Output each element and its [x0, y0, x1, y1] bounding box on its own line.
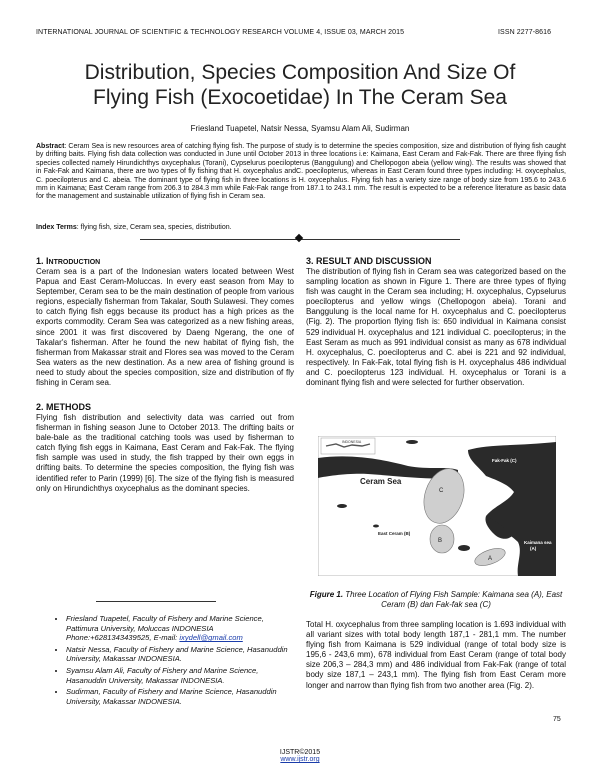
- affiliations: [52, 614, 296, 708]
- footer-code: IJSTR©2015: [279, 749, 321, 756]
- affiliation-item: [66, 687, 296, 706]
- affiliation-text: Syamsu Alam Ali, Faculty of Fishery and Marine Science, Hasanuddin University, Makassar INDONESIA.: [66, 665, 259, 685]
- results-text: The distribution of flying fish in Ceram sea was categorized based on the sampling location as shown in Figure 1. There are three types of flying fish was caught in the Ceram sea including; H. oxycephalus, Cypselurus poecilopterus and yellow wings (Chellopogon abeia). Torani and Banggulung is the local name for H. oxycephalus and C. poecilopterus (Fig. 2). The proportion flying fish is: 650 individual in Kaimana consist 529 individual H. oxycephalus and 121 individual C. poecilopterus; in the East Seram as much as 991 individual consist as many as 678 individual H. oxycephalus, C. poecilopterus and C. abei is 221 and 92 individual, respectively. In Fak-Fak, total flying fish is H. oxycephalus 486 individual and C. poecilopterus 123 individual. H. oxycephalus or Torani is a dominant flying fish and were selected for further observation.: [306, 267, 566, 388]
- label-kaimana-a: (A): [530, 546, 537, 551]
- index-terms-text: : flying fish, size, Ceram sea, species, distribution.: [76, 224, 232, 231]
- caption-text: Three Location of Flying Fish Sample: Kaimana sea (A), East Ceram (B) dan Fak-fak sea (C): [343, 590, 563, 609]
- index-terms-label: Index Terms: [36, 224, 77, 231]
- label-kaimana: Kaimana sea: [524, 540, 552, 545]
- affiliation-text: Natsir Nessa, Faculty of Fishery and Marine Science, Hasanuddin University, Makassar INDONESIA.: [66, 644, 288, 664]
- results-heading: 3. RESULT AND DISCUSSION: [306, 256, 432, 266]
- island-1: [337, 504, 347, 508]
- affiliation-item: [66, 614, 296, 643]
- island-2: [373, 525, 379, 528]
- issn: ISSN 2277-8616: [498, 29, 552, 36]
- label-a: A: [488, 556, 493, 562]
- label-c: C: [439, 488, 444, 494]
- abstract-text: : Ceram Sea is new resources area of catching flying fish. The purpose of study is to determine the species composition, size and distribution of flying fish caught by drifting baits. Flying fish data collection was conducted in June until October 2013 in three locations i.e: Kaimana, East Ceram and Fak-Fak. There are three flying fish species collected namely Hirundichthys oxycephalus (Torani), Cypselurus poecilopterus (Banggulung) and Chellopogon abeia (yellow wing). The results was showed that in Fak-Fak and Kaimana, there are two types of fly fishing that H. oxycephalus andC. poecilopterus, whereas in East Ceram found three types including: H. oxycephalus, C. poecilopterus and C. abeia. The dominant type of flying fish in three locations is H. oxycephalus. Flying fish has a variety size range of body size from 195.6 to 243.6 mm in Kaimana; East Ceram range from 206.3 to 284.3 mm while Fak-Fak range from 187.1 to 243.1 mm. The result is expected to be a reference literature as basic data for the management and sustainable utilization of flying fish in Ceram sea.: [36, 143, 566, 201]
- affiliation-item: [66, 645, 296, 664]
- authors: Friesland Tuapetel, Natsir Nessa, Syamsu Alam Ali, Sudirman: [190, 124, 410, 133]
- methods-heading: 2. METHODS: [36, 402, 92, 412]
- author-email-link[interactable]: ixydell@gmail.com: [179, 633, 243, 643]
- affiliation-text: Sudirman, Faculty of Fishery and Marine Science, Hasanuddin University, Makassar INDONESIA.: [66, 687, 277, 706]
- journal-header: INTERNATIONAL JOURNAL OF SCIENTIFIC & TECHNOLOGY RESEARCH VOLUME 4, ISSUE 03, MARCH 2015: [36, 29, 405, 36]
- intro-heading-rest: NTRODUCTION: [48, 259, 101, 266]
- paper-title: [40, 60, 560, 110]
- page-number: 75: [553, 716, 561, 723]
- intro-heading: [36, 256, 100, 266]
- figure-1-caption: [306, 590, 566, 610]
- intro-text: Ceram sea is a part of the Indonesian waters located between West Papua and East Ceram-Moluccas. In every east season from May to September, Ceram sea to be the main destination of people from various regions, especially fisherman from Takalar, South Sulawesi. They comes to catch flying fish eggs because its product has a high prices as the exports commodity. Ceram Sea was categorized as a new fishing areas, since 2001 it was first discovered by Daeng Ngerang, the one of Takalar's fisherman. After he found the new habitat of flying fish, the fisherman from Makassar strait and Flores sea was moved to the Ceram Sea waters as the new destination. As a new area of fishing ground is need to study about the species composition, size and distribution of fly fishing in Ceram sea.: [36, 267, 294, 388]
- abstract-label: Abstract: [36, 143, 65, 150]
- island-4: [406, 440, 418, 444]
- label-east-ceram: East Ceram (B): [378, 531, 411, 536]
- results-text-2: Total H. oxycephalus from three sampling location is 1.693 individual with all variant sizes with total body length 187,1 - 281,1 mm. The number flying fish from Kaimana is 529 individual (range of total body size is 195,6 - 243,6 mm), 678 individual from East Ceram (range of total body size 206,3 – 284,3 mm) and 486 individual from Fak-Fak (range of total body size 187,1 – 243,1 mm). The flying fish from East Ceram more longer and narrow than flying fish from two another area (Fig. 2).: [306, 620, 566, 690]
- affiliation-item: [66, 666, 296, 685]
- index-terms: [36, 224, 566, 231]
- inset-label: INDONESIA: [342, 440, 362, 444]
- label-ceram-sea: Ceram Sea: [360, 477, 402, 486]
- island-3: [458, 545, 470, 551]
- footer-url[interactable]: www.ijstr.org: [280, 756, 320, 763]
- divider-diamond-icon: [295, 234, 303, 242]
- intro-heading-num: 1. I: [36, 256, 49, 266]
- caption-label: Figure 1.: [309, 590, 344, 599]
- label-fakfak: Fak-Fak (C): [492, 458, 517, 463]
- title-line-1: Distribution, Species Composition And Size Of: [84, 61, 516, 84]
- figure-1-map: [318, 436, 556, 576]
- abstract: [36, 143, 566, 202]
- affiliation-text: Friesland Tuapetel, Faculty of Fishery and Marine Science, Pattimura University, Moluccas INDONESIA Phone:+6281343439525, E-mail:: [66, 614, 264, 643]
- footnote-rule: [96, 601, 216, 602]
- methods-text: Flying fish distribution and selectivity data was carried out from fisherman in fishing season June to October 2013. The drifting baits or bale-bale as the traditional catching tools was used by fisherman to catch flying fish eggs in Kaimana, East Ceram and Fak-Fak. The flying fish sample was used in study, the fish trapped by their own eggs in drifting baits. To determine the species composition, the flying fish was identified refer to Parin (1999) [6]. The size of the flying fish is measured only on Hirundichthys oxycephalus as the dominant species.: [36, 413, 294, 493]
- label-b: B: [438, 538, 443, 544]
- footer: [250, 749, 350, 763]
- title-line-2: Flying Fish (Exocoetidae) In The Ceram Sea: [93, 86, 507, 109]
